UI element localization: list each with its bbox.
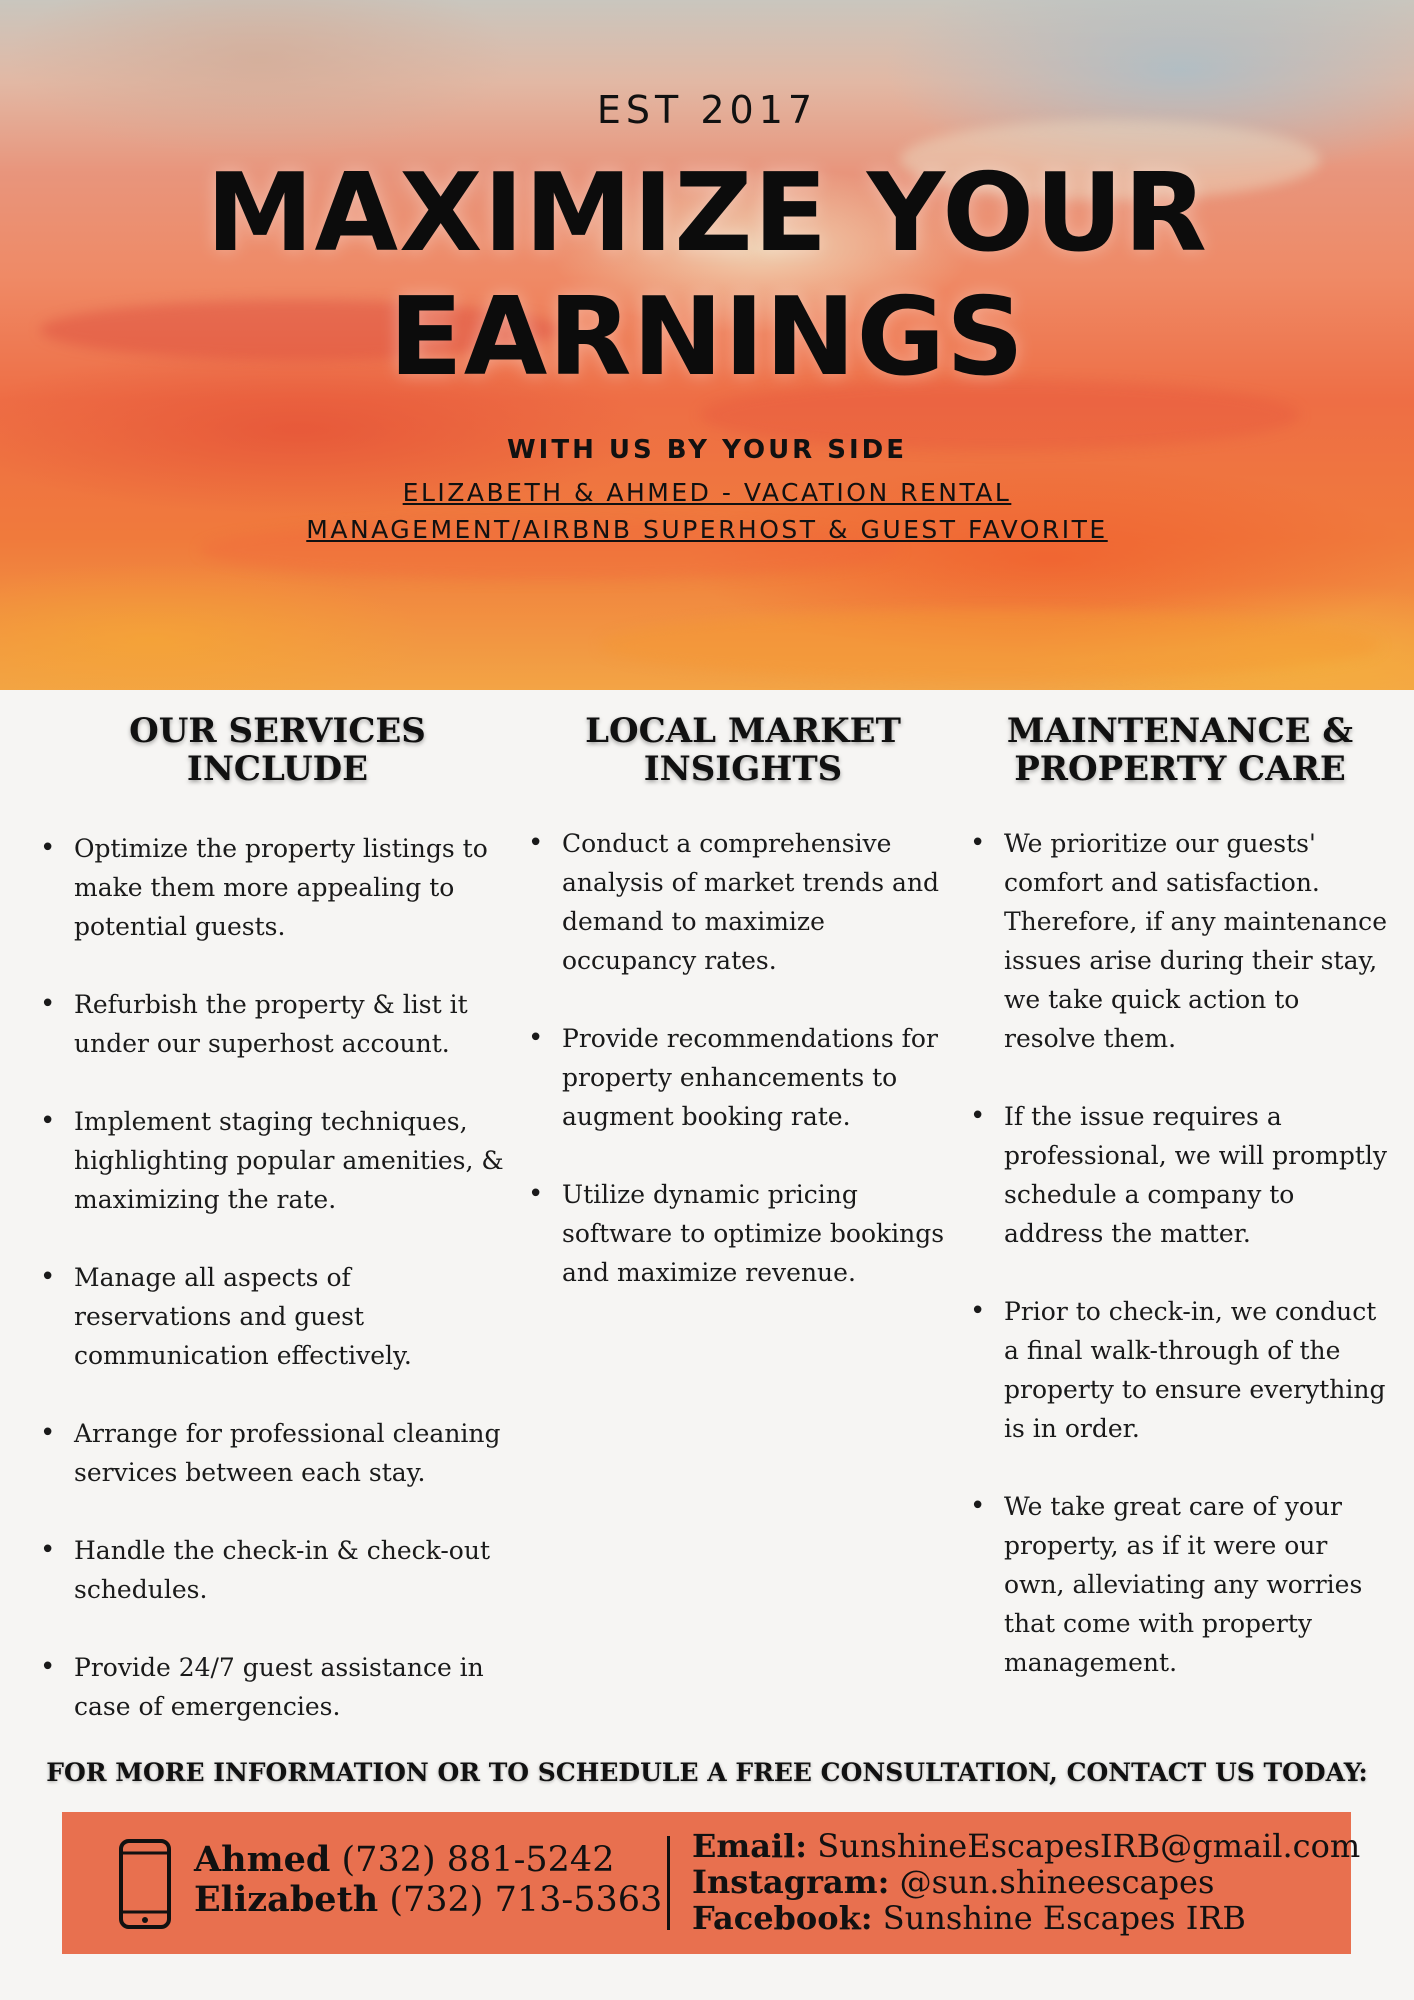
contact-name: Ahmed bbox=[194, 1839, 331, 1880]
list-item: • Optimize the property listings to make them more appealing to potential guests. bbox=[40, 829, 515, 946]
services-column bbox=[40, 712, 515, 1765]
maintenance-column bbox=[970, 712, 1390, 1721]
instagram-label: Instagram: bbox=[692, 1863, 890, 1901]
list-item: • Prior to check-in, we conduct a final walk-through of the property to ensure everything is in order. bbox=[970, 1292, 1390, 1448]
facebook-page[interactable]: Sunshine Escapes IRB bbox=[882, 1899, 1246, 1937]
contact-ahmed bbox=[194, 1840, 662, 1880]
email-row bbox=[692, 1828, 1360, 1864]
instagram-handle[interactable]: @sun.shineescapes bbox=[899, 1863, 1215, 1901]
maintenance-title: MAINTENANCE & PROPERTY CARE bbox=[1006, 711, 1354, 789]
phone-number[interactable]: (732) 881-5242 bbox=[341, 1840, 615, 1880]
online-contacts bbox=[692, 1828, 1360, 1936]
list-item: • If the issue requires a professional, we will promptly schedule a company to address the matter. bbox=[970, 1097, 1390, 1253]
email-label: Email: bbox=[692, 1827, 808, 1865]
tagline-line-2: MANAGEMENT/AIRBNB SUPERHOST & GUEST FAVORITE bbox=[306, 515, 1108, 544]
facebook-label: Facebook: bbox=[692, 1899, 873, 1937]
contact-elizabeth bbox=[194, 1880, 662, 1920]
tagline-line-1: ELIZABETH & AHMED - VACATION RENTAL bbox=[402, 478, 1012, 507]
contact-name: Elizabeth bbox=[194, 1879, 379, 1920]
list-item: • Provide 24/7 guest assistance in case of emergencies. bbox=[40, 1648, 515, 1726]
list-item: • We take great care of your property, as if it were our own, alleviating any worries that come with property management. bbox=[970, 1487, 1390, 1682]
list-item: • We prioritize our guests' comfort and satisfaction. Therefore, if any maintenance issues arise during their stay, we take quick action to resolve them. bbox=[970, 824, 1390, 1058]
contact-call-to-action: FOR MORE INFORMATION OR TO SCHEDULE A FREE CONSULTATION, CONTACT US TODAY: bbox=[46, 1758, 1368, 1787]
list-item: • Handle the check-in & check-out schedules. bbox=[40, 1531, 515, 1609]
divider bbox=[667, 1836, 670, 1930]
email-address[interactable]: SunshineEscapesIRB@gmail.com bbox=[817, 1827, 1361, 1865]
instagram-row bbox=[692, 1864, 1360, 1900]
services-title: OUR SERVICES INCLUDE bbox=[129, 711, 426, 789]
list-item: • Arrange for professional cleaning services between each stay. bbox=[40, 1414, 515, 1492]
market-column bbox=[528, 712, 958, 1331]
list-item: • Provide recommendations for property enhancements to augment booking rate. bbox=[528, 1019, 958, 1136]
list-item: • Utilize dynamic pricing software to optimize bookings and maximize revenue. bbox=[528, 1175, 958, 1292]
phone-icon bbox=[118, 1838, 172, 1930]
market-list bbox=[528, 824, 958, 1292]
facebook-row bbox=[692, 1900, 1360, 1936]
maintenance-list bbox=[970, 824, 1390, 1682]
established-label: EST 2017 bbox=[596, 88, 818, 132]
list-item: • Implement staging techniques, highlighting popular amenities, & maximizing the rate. bbox=[40, 1102, 515, 1219]
list-item: • Refurbish the property & list it under our superhost account. bbox=[40, 985, 515, 1063]
hero-banner bbox=[0, 0, 1414, 690]
subheading: WITH US BY YOUR SIDE bbox=[507, 435, 907, 465]
services-list bbox=[40, 829, 515, 1726]
contact-bar bbox=[62, 1812, 1361, 1954]
headline bbox=[0, 152, 1414, 400]
headline-line-2: EARNINGS bbox=[389, 275, 1025, 400]
tagline bbox=[0, 474, 1414, 548]
phone-number[interactable]: (732) 713-5363 bbox=[389, 1880, 663, 1920]
list-item: • Manage all aspects of reservations and guest communication effectively. bbox=[40, 1258, 515, 1375]
headline-line-1: MAXIMIZE YOUR bbox=[206, 151, 1208, 276]
phone-contacts bbox=[194, 1840, 662, 1920]
market-title: LOCAL MARKET INSIGHTS bbox=[585, 711, 901, 789]
list-item: • Conduct a comprehensive analysis of market trends and demand to maximize occupancy rates. bbox=[528, 824, 958, 980]
